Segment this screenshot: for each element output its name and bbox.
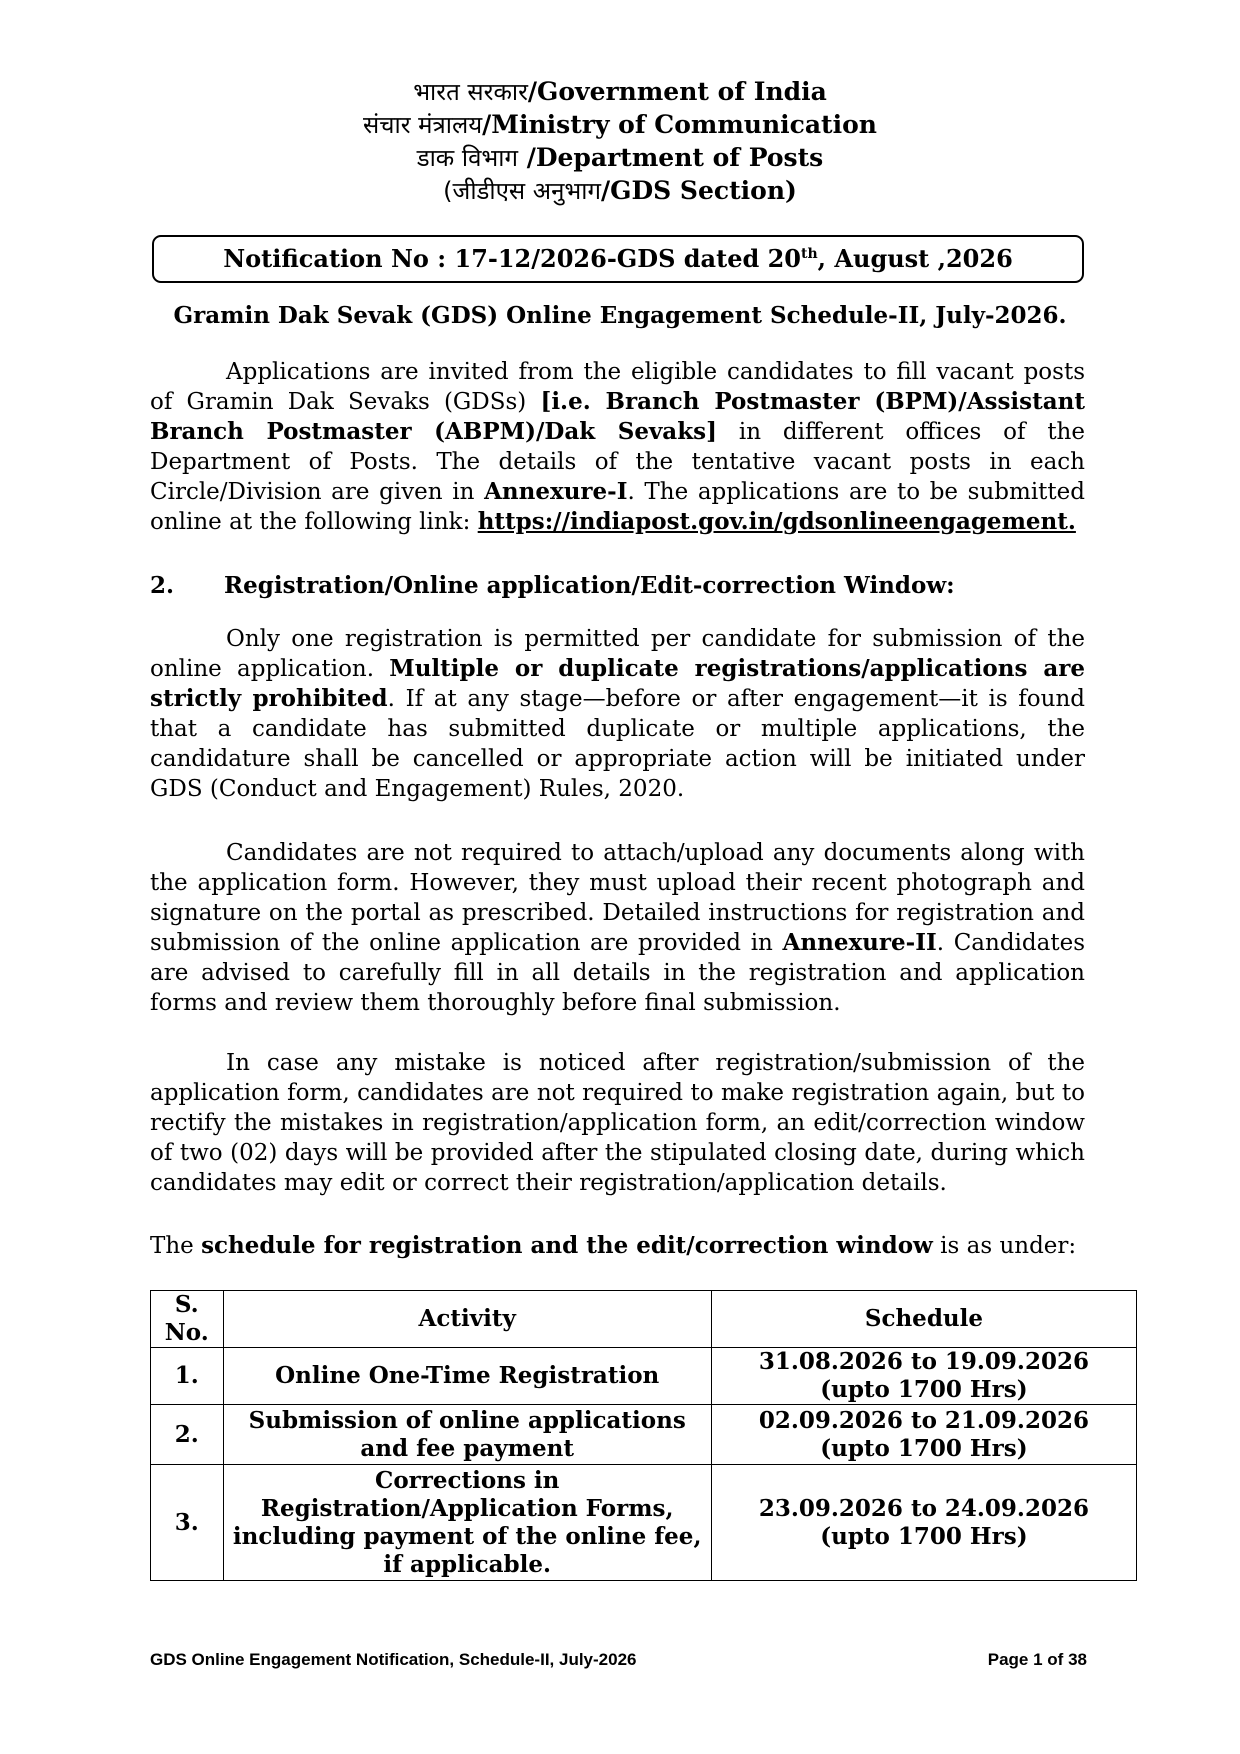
- row-schedule-time: (upto 1700 Hrs): [820, 1434, 1028, 1462]
- header-line-ministry: [0, 108, 1240, 141]
- intro-text-3: . The applications are to be submitted online at the following link:: [150, 479, 1085, 535]
- header-english-section: /GDS Section): [601, 176, 797, 205]
- intro-post-types: [i.e. Branch Postmaster (BPM)/Assistant Branch Postmaster (ABPM)/Dak Sevaks]: [150, 388, 1085, 445]
- notification-prefix: Notification No : 17-12/2026-GDS dated 20: [223, 244, 801, 273]
- header-hindi-ministry: संचार मंत्रालय: [363, 111, 483, 139]
- notification-superscript: th: [801, 246, 818, 262]
- intro-text-1: Applications are invited from the eligible candidates to fill vacant posts of Gramin Dak Sevaks (GDSs): [150, 359, 1085, 415]
- schedule-lead-line: [150, 1232, 1076, 1259]
- header-line-department: [0, 141, 1240, 174]
- row-activity: Submission of online applications and fee payment: [223, 1405, 711, 1465]
- row-schedule: [711, 1405, 1136, 1465]
- section-2-heading: [150, 572, 955, 599]
- header-sno: [151, 1291, 224, 1348]
- schedule-table: [150, 1290, 1137, 1581]
- lead-text-1: The: [150, 1233, 202, 1259]
- section-heading-text: Registration/Online application/Edit-correction Window:: [224, 572, 955, 599]
- header-line-section: [0, 174, 1240, 207]
- registration-paragraph: [150, 624, 1085, 804]
- header-sno-line2: No.: [164, 1319, 209, 1346]
- documents-paragraph: [150, 838, 1085, 1018]
- header-english-ministry: /Ministry of Communication: [482, 110, 877, 139]
- para1-text-1: Only one registration is permitted per candidate for submission of the online application.: [150, 626, 1085, 682]
- row-schedule: [711, 1465, 1136, 1581]
- lead-text-2: is as under:: [932, 1233, 1077, 1259]
- section-number: 2.: [150, 572, 175, 599]
- footer-document-title: GDS Online Engagement Notification, Schedule-II, July-2026: [150, 1650, 637, 1669]
- table-row: [151, 1465, 1137, 1581]
- header-line-government: [0, 75, 1240, 108]
- footer-page-total: 38: [1068, 1650, 1087, 1669]
- table-row: [151, 1405, 1137, 1465]
- para2-text-2: . Candidates are advised to carefully fill in all details in the registration and application forms and review them thoroughly before final submission.: [150, 930, 1086, 1016]
- document-title: Gramin Dak Sevak (GDS) Online Engagement Schedule-II, July-2026.: [173, 302, 1067, 329]
- intro-annexure-ref: Annexure-I: [484, 478, 628, 505]
- header-schedule: Schedule: [711, 1291, 1136, 1348]
- intro-paragraph: [150, 357, 1085, 537]
- para2-annexure-ref: Annexure-II: [782, 929, 937, 956]
- intro-text-2: in different offices of the Department of Posts. The details of the tentative vacant posts in each Circle/Division are given in: [150, 419, 1085, 505]
- header-english-government: /Government of India: [527, 77, 827, 106]
- header-sno-line1: S.: [174, 1291, 199, 1318]
- footer-page-current: 1: [1033, 1650, 1043, 1669]
- table-row: [151, 1348, 1137, 1405]
- row-activity: Online One-Time Registration: [223, 1348, 711, 1405]
- para1-text-2: . If at any stage—before or after engagement—it is found that a candidate has submitted duplicate or multiple applications, the candidature shall be cancelled or appropriate action will be initiated under GDS (Conduct and Engagement) Rules, 2020.: [150, 686, 1085, 802]
- header-english-department: /Department of Posts: [518, 143, 824, 172]
- row-sno: 1.: [151, 1348, 224, 1405]
- row-schedule: [711, 1348, 1136, 1405]
- notification-date-suffix: , August ,2026: [817, 244, 1013, 273]
- row-schedule-time: (upto 1700 Hrs): [820, 1376, 1028, 1403]
- header-activity: Activity: [223, 1291, 711, 1348]
- row-sno: 2.: [151, 1405, 224, 1465]
- application-link[interactable]: https://indiapost.gov.in/gdsonlineengagement.: [477, 508, 1076, 535]
- correction-paragraph: [150, 1048, 1085, 1198]
- table-header-row: [151, 1291, 1137, 1348]
- header-hindi-government: भारत सरकार: [413, 78, 528, 106]
- notification-number-box: [152, 235, 1084, 283]
- para1-prohibition-bold: Multiple or duplicate registrations/applications are strictly prohibited: [150, 655, 1085, 712]
- footer-page-number: [988, 1650, 1087, 1670]
- para3-text: In case any mistake is noticed after registration/submission of the application form, candidates are not required to make registration again, but to rectify the mistakes in registration/application form, an edit/correction window of two (02) days will be provided after the stipulated closing date, during which candidates may edit or correct their registration/application details.: [150, 1050, 1085, 1196]
- row-schedule-dates: 23.09.2026 to 24.09.2026: [758, 1494, 1089, 1522]
- row-schedule-time: (upto 1700 Hrs): [820, 1522, 1028, 1550]
- para2-text-1: Candidates are not required to attach/upload any documents along with the application form. However, they must upload their recent photograph and signature on the portal as prescribed. Detailed instructions for registration and submission of the online application are provided in: [150, 840, 1085, 956]
- header-hindi-department: डाक विभाग: [416, 144, 519, 172]
- row-schedule-dates: 02.09.2026 to 21.09.2026: [758, 1406, 1089, 1434]
- row-sno: 3.: [151, 1465, 224, 1581]
- footer-page-label: Page: [987, 1650, 1034, 1669]
- footer-page-of: of: [1042, 1650, 1069, 1669]
- row-activity: Corrections in Registration/Application Forms, including payment of the online fee, if applicable.: [223, 1465, 711, 1581]
- lead-bold: schedule for registration and the edit/correction window: [201, 1232, 933, 1259]
- header-hindi-section: (जीडीएस अनुभाग: [443, 177, 601, 205]
- row-schedule-dates: 31.08.2026 to 19.09.2026: [758, 1348, 1089, 1375]
